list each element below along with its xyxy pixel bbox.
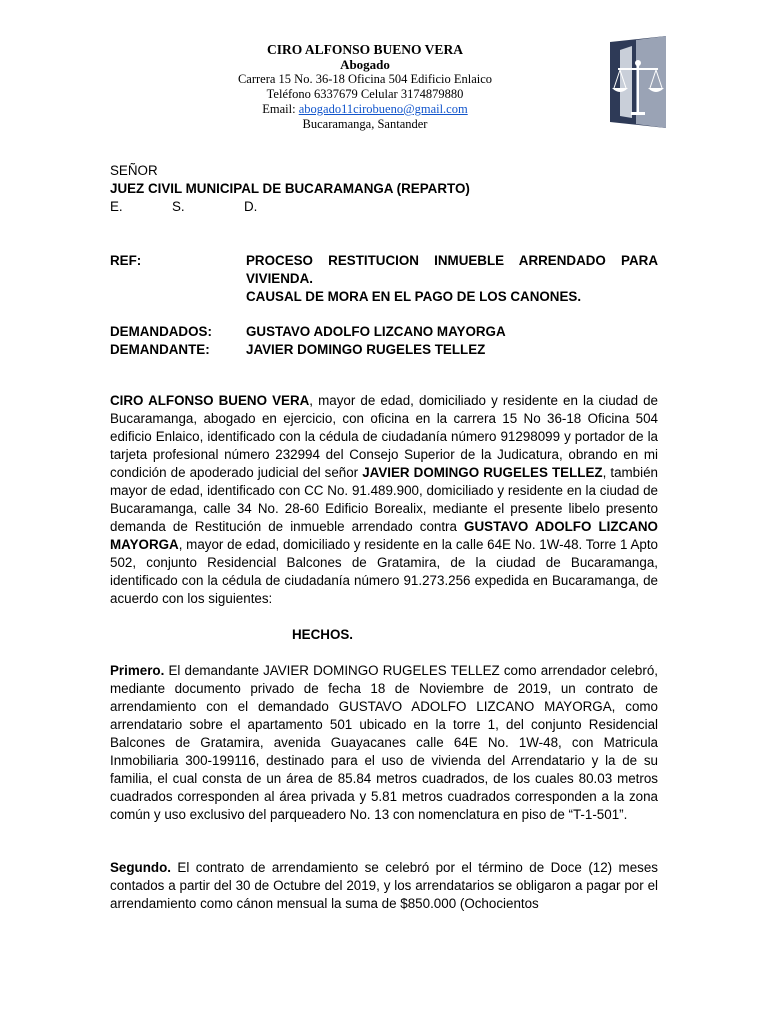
paragraph-segundo <box>110 859 658 913</box>
segundo-text: El contrato de arrendamiento se celebró por el término de Doce (12) meses contados a partir del 30 de Octubre del 2019, y los arrendatarios se obligaron a pagar por el arrendamiento como cánon mensual la suma de $850.000 (Ochocientos <box>110 860 658 911</box>
city-line: Bucaramanga, Santander <box>302 117 428 131</box>
email-link[interactable]: abogado11cirobueno@gmail.com <box>298 102 468 116</box>
ref-line-3: CAUSAL DE MORA EN EL PAGO DE LOS CANONES. <box>246 289 582 304</box>
intro-text-2: , también mayor de edad, identificado con CC No. 91.489.900, domiciliado y residente en la ciudad de Bucaramanga, calle 34 No. 28-60 Edificio Borealix, mediante el presente libelo presento demanda de Restitución de inmueble arrendado contra <box>110 465 659 534</box>
scales-of-justice-icon <box>598 34 678 130</box>
email-line <box>160 102 570 117</box>
intro-bold-2: JAVIER DOMINGO RUGELES TELLEZ <box>362 465 603 480</box>
demandados-name: GUSTAVO ADOLFO LIZCANO MAYORGA <box>246 324 506 339</box>
addressee-salutation: SEÑOR <box>110 163 158 178</box>
paragraph-primero <box>110 662 658 824</box>
demandante-name: JAVIER DOMINGO RUGELES TELLEZ <box>246 342 486 357</box>
phone-numbers: Teléfono 6337679 Celular 3174879880 <box>266 87 464 101</box>
primero-text: El demandante JAVIER DOMINGO RUGELES TELLEZ como arrendador celebró, mediante documento privado de fecha 18 de Noviembre de 2019, un contrato de arrendamiento con el demandado GUSTAVO ADOLFO LIZCANO MAYORGA, como arrendatario sobre el apartamento 501 ubicado en la torre 1, del conjunto Residencial Balcones de Gratamira, avenida Guayacanes calle 64E No. 1W-48, con Matricula Inmobiliaria 300-199116, destinado para el uso de vivienda del Arrendatario y la de su familia, el cual consta de un área de 85.84 metros cuadrados, de los cuales 80.03 metros cuadrados corresponden al área privada y 5.81 metros cuadrados corresponden a la zona común y uso exclusivo del parqueadero No. 13 con nomenclatura en piso de “T-1-501”. <box>110 663 658 822</box>
office-address: Carrera 15 No. 36-18 Oficina 504 Edificio Enlaico <box>237 72 493 86</box>
intro-text-1: , mayor de edad, domiciliado y residente en la ciudad de Bucaramanga, abogado en ejercicio, con oficina en la carrera 15 No 36-18 Oficina 504 edificio Enlaico, identificado con la cédula de ciudadanía número 91298099 y portador de la tarjeta profesional número 232994 del Consejo Superior de la Judicatura, obrando en mi condición de apoderado judicial del señor <box>110 393 659 480</box>
intro-paragraph <box>110 392 658 608</box>
esd-line <box>110 198 658 216</box>
parties-block <box>110 323 658 359</box>
addressee-judge: JUEZ CIVIL MUNICIPAL DE BUCARAMANGA (REPARTO) <box>110 181 470 196</box>
hechos-heading: HECHOS. <box>292 627 354 642</box>
primero-label: Primero. <box>110 663 165 678</box>
lawyer-name: CIRO ALFONSO BUENO VERA <box>267 42 463 57</box>
esd-d: D. <box>244 199 258 214</box>
addressee-block <box>110 162 658 216</box>
intro-text-3: , mayor de edad, domiciliado y residente en la calle 64E No. 1W-48. Torre 1 Apto 502, conjunto Residencial Balcones de Gratamira, de la ciudad de Bucaramanga, identificado con la cédula de ciudadanía número 91.273.256 expedida en Bucaramanga, de acuerdo con los siguientes: <box>110 537 658 606</box>
segundo-label: Segundo. <box>110 860 171 875</box>
intro-bold-3: GUSTAVO ADOLFO LIZCANO MAYORGA <box>110 519 658 552</box>
email-label: Email: <box>262 102 299 116</box>
ref-line-2: VIVIENDA. <box>246 271 313 286</box>
ref-label: REF: <box>110 253 142 268</box>
reference-block <box>110 252 658 306</box>
demandados-label: DEMANDADOS: <box>110 324 212 339</box>
intro-bold-1: CIRO ALFONSO BUENO VERA <box>110 393 310 408</box>
demandante-label: DEMANDANTE: <box>110 342 210 357</box>
esd-s: S. <box>172 199 185 214</box>
ref-text <box>246 252 658 306</box>
ref-line-1: PROCESO RESTITUCION INMUEBLE ARRENDADO PARA <box>246 253 658 268</box>
esd-e: E. <box>110 199 123 214</box>
letterhead <box>160 42 570 132</box>
lawyer-title: Abogado <box>340 57 390 72</box>
